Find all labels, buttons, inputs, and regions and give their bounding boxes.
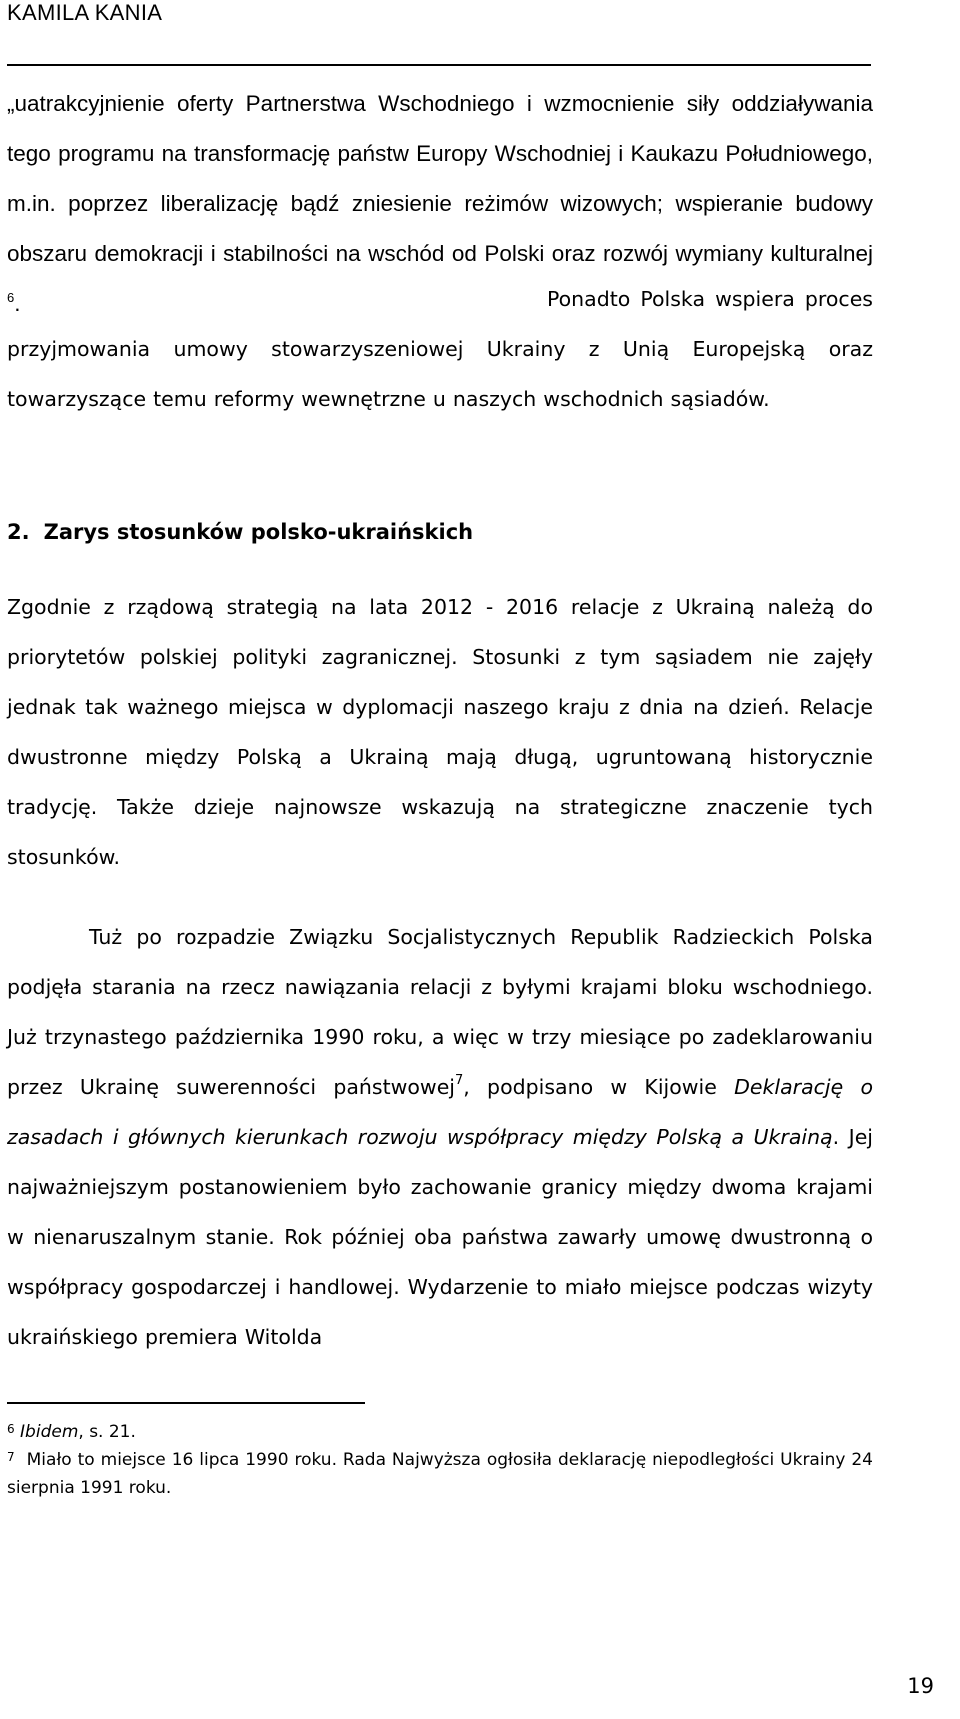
footnote-6-mark: 6 — [7, 1422, 15, 1436]
paragraph-3-part-3: . Jej najważniejszym postanowieniem było zachowanie granicy między dwoma krajami w nienaruszalnym stanie. Rok później oba państwa zawarły umowę dwustronną o współpracy gospodarczej i handlowej. Wydarzenie to miało miejsce podczas wizyty ukraińskiego premiera Witolda — [7, 1125, 873, 1349]
footnote-divider — [7, 1402, 365, 1404]
footnote-7-mark: 7 — [7, 1450, 15, 1464]
footnote-ref-6[interactable]: 6 — [7, 290, 15, 305]
continuation-paragraph — [7, 274, 873, 424]
section-title: Zarys stosunków polsko-ukraińskich — [43, 520, 474, 544]
paragraph-3-part-1: Tuż po rozpadzie Związku Socjalistycznych Republik Radzieckich Polska podjęła starania na rzecz nawiązania relacji z byłymi krajami bloku wschodniego. Już trzynastego października 1990 roku, a więc w trzy miesiące po zadeklarowaniu przez Ukrainę suwerenności państwowej — [7, 925, 873, 1099]
header-divider — [7, 64, 871, 66]
footnote-ref-7[interactable]: 7 — [455, 1073, 464, 1088]
quote-text: „uatrakcyjnienie oferty Partnerstwa Wschodniego i wzmocnienie siły oddziaływania tego programu na transformację państw Europy Wschodniej i Kaukazu Południowego, m.in. poprzez liberalizację bądź zniesienie reżimów wizowych; wspieranie budowy obszaru demokracji i stabilności na wschód od Polski oraz rozwój wymiany kulturalnej — [7, 91, 873, 266]
quote-end-period: . — [14, 291, 21, 316]
section-heading — [7, 520, 473, 544]
footnote-6-text: , s. 21. — [78, 1422, 136, 1442]
footnote-6-ibidem: Ibidem — [20, 1422, 79, 1442]
paragraph-3 — [7, 912, 873, 1362]
continuation-text: Ponadto Polska wspiera proces przyjmowania umowy stowarzyszeniowej Ukrainy z Unią Europejską oraz towarzyszące temu reformy wewnętrzne u naszych wschodnich sąsiadów. — [7, 287, 873, 411]
running-header-author: KAMILA KANIA — [7, 0, 163, 25]
paragraph-3-part-2: , podpisano w Kijowie — [463, 1075, 735, 1099]
declaration-title: Deklarację o zasadach i głównych kierunkach rozwoju współpracy między Polską a Ukrainą — [7, 1075, 874, 1149]
paragraph-2: Zgodnie z rządową strategią na lata 2012 - 2016 relacje z Ukrainą należą do priorytetów polskiej polityki zagranicznej. Stosunki z tym sąsiadem nie zajęły jednak tak ważnego miejsca w dyplomacji naszego kraju z dnia na dzień. Relacje dwustronne między Polską a Ukrainą mają długą, ugruntowaną historycznie tradycję. Także dzieje najnowsze wskazują na strategiczne znaczenie tych stosunków. — [7, 595, 873, 869]
footnote-7 — [7, 1446, 873, 1502]
section-number: 2. — [7, 520, 30, 544]
footnote-7-text: Miało to miejsce 16 lipca 1990 roku. Rada Najwyższa ogłosiła deklarację niepodległości Ukrainy 24 sierpnia 1991 roku. — [7, 1450, 873, 1498]
footnote-6 — [7, 1418, 873, 1446]
page-number: 19 — [907, 1674, 934, 1698]
